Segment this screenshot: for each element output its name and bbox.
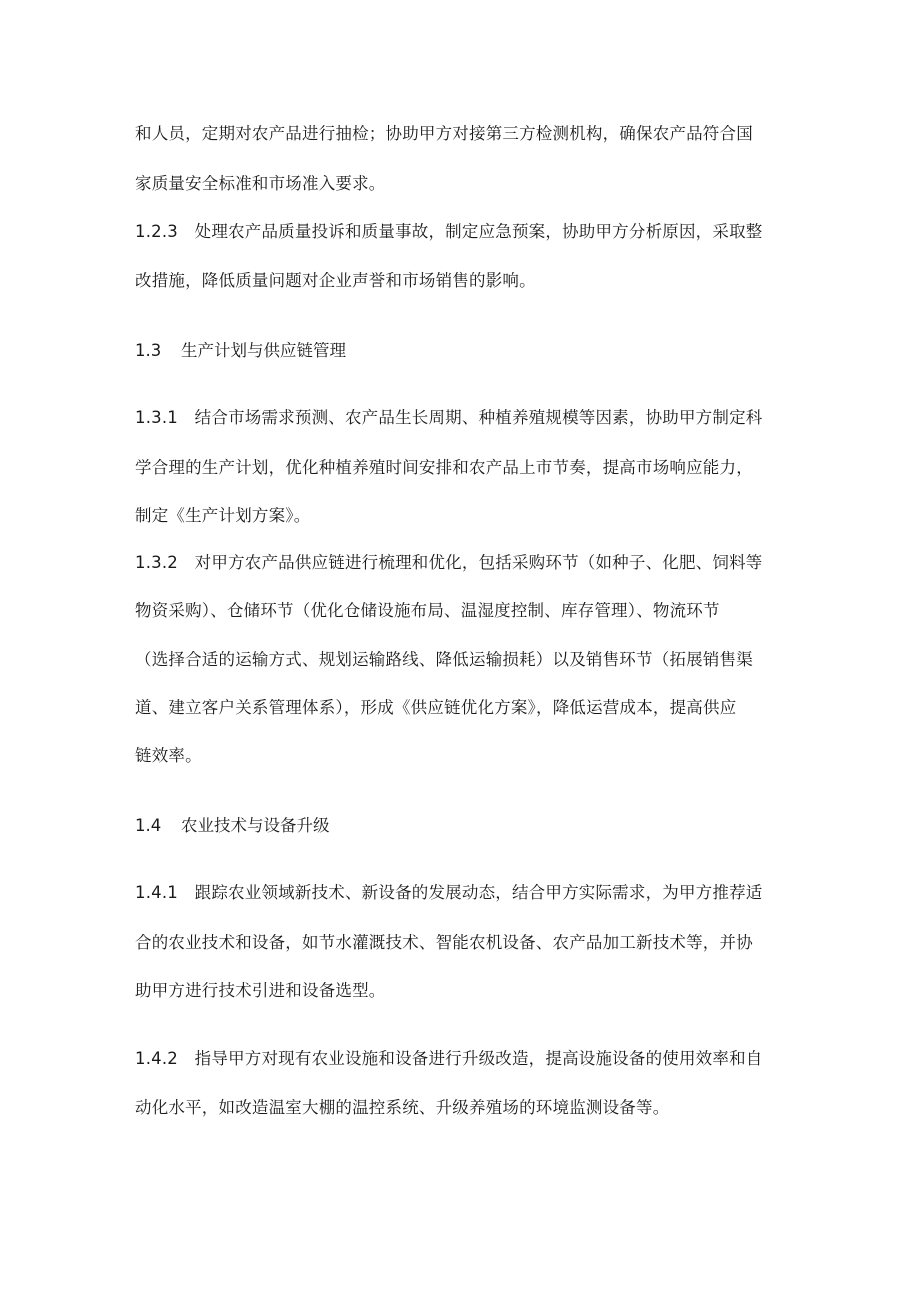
- paragraph-line: 物资采购）、仓储环节（优化仓储设施布局、温湿度控制、库存管理）、物流环节: [135, 601, 720, 620]
- paragraph-line: 动化水平，如改造温室大棚的温控系统、升级养殖场的环境监测设备等。: [135, 1098, 670, 1117]
- section-heading: [135, 816, 330, 836]
- paragraph-line: 道、建立客户关系管理体系），形成《供应链优化方案》，降低运营成本，提高供应: [135, 698, 737, 717]
- paragraph-line: 合的农业技术和设备，如节水灌溉技术、智能农机设备、农产品加工新技术等，并协: [135, 933, 753, 952]
- paragraph-line: 和人员，定期对农产品进行抽检；协助甲方对接第三方检测机构，确保农产品符合国: [135, 124, 753, 143]
- paragraph-line: 1.3.1 结合市场需求预测、农产品生长周期、种植养殖规模等因素，协助甲方制定科: [135, 408, 763, 427]
- section-number: 1.3: [135, 341, 162, 360]
- paragraph-line: 1.4.1 跟踪农业领域新技术、新设备的发展动态，结合甲方实际需求，为甲方推荐适: [135, 883, 763, 902]
- paragraph-line: 1.3.2 对甲方农产品供应链进行梳理和优化，包括采购环节（如种子、化肥、饲料等: [135, 553, 763, 572]
- paragraph-line: 1.4.2 指导甲方对现有农业设施和设备进行升级改造，提高设施设备的使用效率和自: [135, 1049, 763, 1068]
- paragraph-line: 制定《生产计划方案》。: [135, 506, 311, 525]
- paragraph-line: 1.2.3 处理农产品质量投诉和质量事故，制定应急预案，协助甲方分析原因，采取整: [135, 222, 763, 241]
- section-heading: [135, 341, 346, 361]
- paragraph-line: 助甲方进行技术引进和设备选型。: [135, 981, 386, 1000]
- paragraph-line: 改措施，降低质量问题对企业声誉和市场销售的影响。: [135, 271, 536, 290]
- paragraph-line: （选择合适的运输方式、规划运输路线、降低运输损耗）以及销售环节（拓展销售渠: [135, 650, 753, 669]
- paragraph-line: 学合理的生产计划，优化种植养殖时间安排和农产品上市节奏，提高市场响应能力，: [135, 458, 753, 477]
- section-title: 生产计划与供应链管理: [181, 341, 346, 360]
- paragraph-line: 链效率。: [135, 746, 202, 765]
- section-number: 1.4: [135, 816, 162, 835]
- section-title: 农业技术与设备升级: [181, 816, 330, 835]
- paragraph-line: 家质量安全标准和市场准入要求。: [135, 174, 386, 193]
